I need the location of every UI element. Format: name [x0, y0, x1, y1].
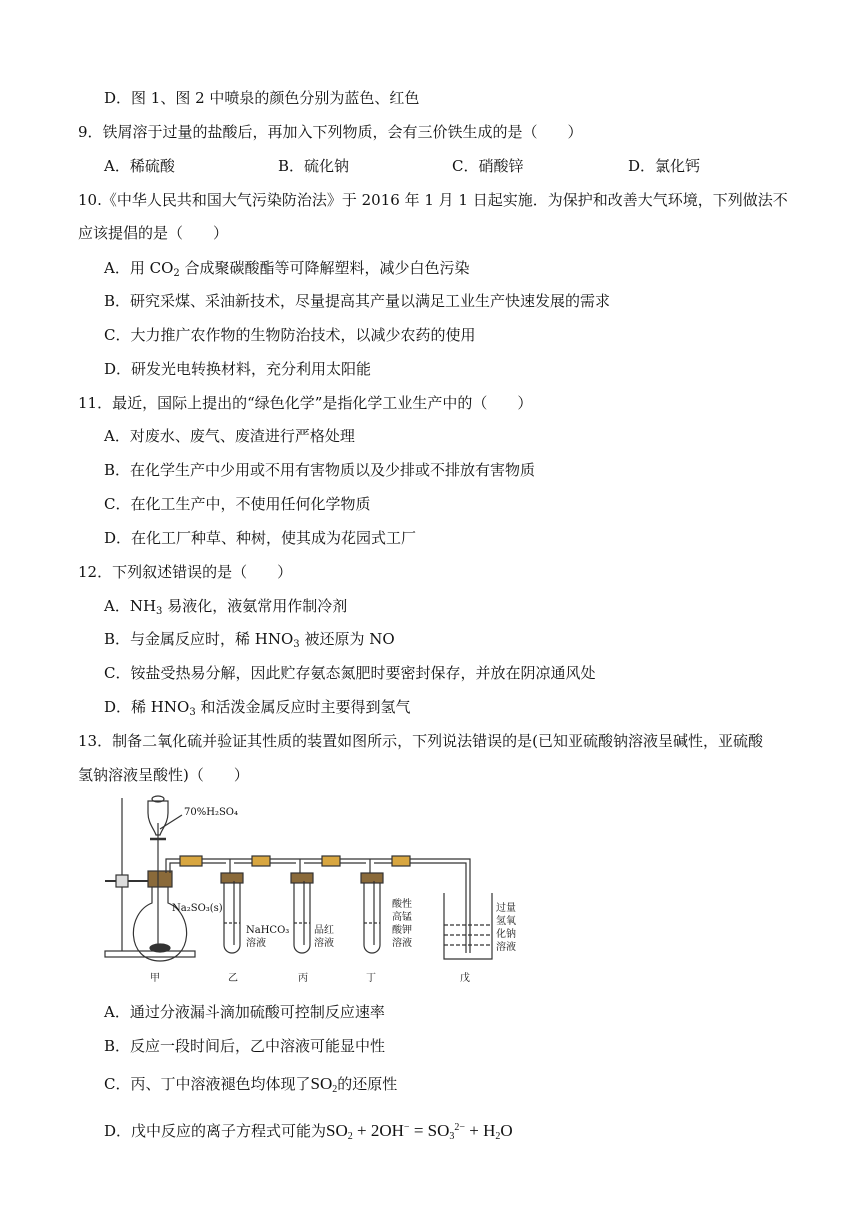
q10-option-b: B．研究采煤、采油新技术，尽量提高其产量以满足工业生产快速发展的需求 — [104, 292, 611, 310]
beaker-label-4: 溶液 — [496, 942, 516, 953]
test-tube-ding — [361, 873, 383, 953]
q9-option-c: C．硝酸锌 — [452, 157, 524, 175]
q11-stem: 11．最近，国际上提出的“绿色化学”是指化学工业生产中的（ ） — [78, 394, 533, 412]
test-tube-bing — [291, 873, 313, 953]
station-label-yi: 乙 — [228, 973, 238, 984]
q10-option-a: A．用 $CO_2$ 合成聚碳酸酯等可降解塑料，减少白色污染 — [104, 259, 470, 279]
q12-option-d: D．稀 $HNO_3$ 和活泼金属反应时主要得到氢气 — [104, 698, 411, 718]
q13-stem-line2: 氢钠溶液呈酸性)（ ） — [78, 766, 249, 784]
q13-option-d: D．戊中反应的离子方程式可能为$SO_2 + 2OH^- = SO_3^{2-} + H_2O$ — [104, 1121, 513, 1142]
q9-stem: 9．铁屑溶于过量的盐酸后，再加入下列物质，会有三价铁生成的是（ ） — [78, 123, 583, 141]
tube3-label-3: 酸钾 — [392, 925, 412, 936]
tube2-label-1: 品红 — [314, 925, 334, 936]
beaker-label-3: 化钠 — [496, 929, 516, 940]
q13-option-b: B．反应一段时间后，乙中溶液可能显中性 — [104, 1037, 386, 1055]
q10-stem-line2: 应该提倡的是（ ） — [78, 224, 229, 242]
q11-option-c: C．在化工生产中，不使用任何化学物质 — [104, 495, 371, 513]
q12-option-b: B．与金属反应时，稀 $HNO_3$ 被还原为 NO — [104, 630, 395, 650]
solid-label: Na₂SO₃(s) — [172, 903, 223, 914]
q12-option-a: A．$NH_3$ 易液化，液氨常用作制冷剂 — [104, 597, 348, 617]
ionic-equation: $SO_2 + 2OH^- = SO_3^{2-} + H_2O$ — [326, 1121, 513, 1142]
beaker-label-2: 氢氧 — [496, 916, 516, 927]
beaker-label-1: 过量 — [496, 903, 516, 914]
station-label-ding: 丁 — [366, 973, 376, 984]
q11-option-a: A．对废水、废气、废渣进行严格处理 — [104, 427, 355, 445]
q9-option-b: B．硫化钠 — [278, 157, 350, 175]
q13-option-a: A．通过分液漏斗滴加硫酸可控制反应速率 — [104, 1003, 385, 1021]
station-label-wu: 戊 — [460, 973, 470, 984]
q9-option-a: A．稀硫酸 — [104, 157, 175, 175]
q10-stem-line1: 10.《中华人民共和国大气污染防治法》于 2016 年 1 月 1 日起实施．为保护和改善大气环境，下列做法不 — [78, 191, 788, 209]
q8-option-d: D．图 1、图 2 中喷泉的颜色分别为蓝色、红色 — [104, 89, 420, 107]
q13-option-c: C．丙、丁中溶液褪色均体现了$SO_2$的还原性 — [104, 1074, 398, 1095]
tube3-label-1: 酸性 — [392, 899, 412, 910]
station-label-jia: 甲 — [150, 973, 160, 984]
station-label-bing: 丙 — [298, 973, 308, 984]
beaker-wu — [444, 893, 492, 959]
tube3-label-4: 溶液 — [392, 938, 412, 949]
tube3-label-2: 高锰 — [392, 912, 412, 923]
q11-option-b: B．在化学生产中少用或不用有害物质以及少排或不排放有害物质 — [104, 461, 536, 479]
q10-option-c: C．大力推广农作物的生物防治技术，以减少农药的使用 — [104, 326, 476, 344]
test-tube-yi — [221, 873, 243, 953]
tube1-label-1: NaHCO₃ — [246, 925, 290, 936]
tube1-label-2: 溶液 — [246, 938, 266, 949]
q11-option-d: D．在化工厂种草、种树，使其成为花园式工厂 — [104, 529, 417, 547]
q13-stem-line1: 13．制备二氧化硫并验证其性质的装置如图所示，下列说法错误的是(已知亚硫酸钠溶液呈碱性，亚硫酸 — [78, 732, 763, 750]
q10-option-d: D．研发光电转换材料，充分利用太阳能 — [104, 360, 372, 378]
q12-stem: 12．下列叙述错误的是（ ） — [78, 563, 293, 581]
apparatus-diagram — [100, 793, 540, 988]
acid-label: 70%H₂SO₄ — [184, 807, 239, 818]
tube2-label-2: 溶液 — [314, 938, 334, 949]
q12-option-c: C．铵盐受热易分解，因此贮存氨态氮肥时要密封保存，并放在阴凉通风处 — [104, 664, 596, 682]
q9-option-d: D．氯化钙 — [628, 157, 701, 175]
stand-base — [105, 951, 195, 957]
